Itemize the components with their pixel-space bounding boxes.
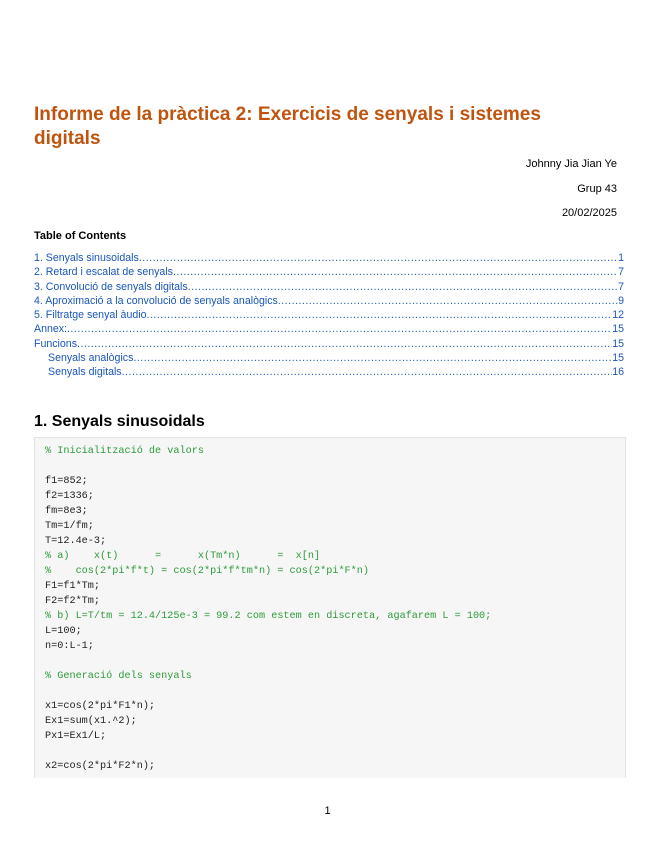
- report-date: 20/02/2025: [561, 207, 617, 219]
- toc-entry-link[interactable]: [34, 309, 624, 323]
- toc-entry-page: 15: [612, 352, 624, 365]
- code-line: F2=f2*Tm;: [45, 596, 101, 607]
- toc-dot-leader: [146, 309, 612, 321]
- code-line: [45, 744, 625, 759]
- code-line: F1=f1*Tm;: [45, 581, 101, 592]
- toc-entry-link[interactable]: [34, 295, 624, 309]
- toc-dot-leader: [173, 266, 618, 278]
- code-comment-line: % b) L=T/tm = 12.4/125e-3 = 99.2 com estem en discreta, agafarem L = 100;: [45, 611, 492, 622]
- toc-dot-leader: [122, 366, 613, 378]
- toc-dot-leader: [139, 252, 618, 264]
- page-number: 1: [324, 805, 331, 817]
- code-comment-line: % Generació dels senyals: [45, 671, 192, 682]
- toc-dot-leader: [77, 338, 612, 350]
- toc-entry-link[interactable]: [34, 252, 624, 266]
- toc-entry-link[interactable]: [34, 281, 624, 295]
- code-line: x2=cos(2*pi*F2*n);: [45, 761, 156, 772]
- toc-entry-label: 4. Aproximació a la convolució de senyals analògics: [34, 294, 278, 307]
- toc-entry-link[interactable]: [34, 323, 624, 337]
- toc-dot-leader: [278, 295, 618, 307]
- toc-entry-label: 5. Filtratge senyal àudio: [34, 309, 147, 322]
- toc-heading: Table of Contents: [34, 230, 127, 242]
- toc-entry-label: Annex:: [34, 323, 67, 336]
- toc-entry-link[interactable]: [34, 366, 624, 380]
- section-heading: 1. Senyals sinusoidals: [34, 413, 205, 430]
- toc-entry-label: 2. Retard i escalat de senyals: [34, 266, 173, 279]
- group-label: Grup 43: [577, 183, 617, 195]
- toc-entry-page: 16: [612, 366, 624, 379]
- toc-entry-link[interactable]: [34, 266, 624, 280]
- toc-entry-label: 3. Convolució de senyals digitals: [34, 280, 188, 293]
- toc-dot-leader: [67, 323, 612, 335]
- toc-dot-leader: [188, 281, 618, 293]
- code-line: T=12.4e-3;: [45, 536, 107, 547]
- toc-dot-leader: [133, 352, 612, 364]
- author-name: Johnny Jia Jian Ye: [525, 158, 617, 170]
- toc-entry-page: 1: [618, 252, 624, 264]
- toc-entry-link[interactable]: [34, 338, 624, 352]
- table-of-contents: [34, 252, 624, 381]
- toc-entry-label: Funcions: [34, 337, 77, 350]
- toc-entry-page: 15: [612, 323, 624, 336]
- toc-entry-link[interactable]: [34, 352, 624, 366]
- code-line: [45, 459, 625, 474]
- toc-entry-label: Senyals analògics: [48, 352, 134, 365]
- toc-entry-page: 15: [612, 337, 624, 350]
- code-comment-line: % Inicialització de valors: [45, 446, 204, 457]
- toc-entry-label: 1. Senyals sinusoidals: [34, 252, 139, 264]
- code-comment-line: % a) x(t) = x(Tm*n) = x[n]: [45, 551, 321, 562]
- code-line: n=0:L-1;: [45, 641, 94, 652]
- code-comment-line: % cos(2*pi*f*t) = cos(2*pi*f*tm*n) = cos(2*pi*F*n): [45, 566, 370, 577]
- code-line: [45, 654, 625, 669]
- code-line: Ex1=sum(x1.^2);: [45, 716, 137, 727]
- toc-entry-page: 7: [618, 266, 624, 279]
- toc-entry-label: Senyals digitals: [48, 366, 122, 379]
- code-line: [45, 684, 625, 699]
- toc-entry-page: 9: [618, 294, 624, 307]
- code-line: x1=cos(2*pi*F1*n);: [45, 701, 156, 712]
- code-line: L=100;: [45, 626, 82, 637]
- code-block: [34, 437, 626, 778]
- code-line: Tm=1/fm;: [45, 521, 94, 532]
- code-line: fm=8e3;: [45, 506, 88, 517]
- code-line: Px1=Ex1/L;: [45, 731, 107, 742]
- code-line: f2=1336;: [45, 491, 94, 502]
- toc-entry-page: 12: [612, 309, 624, 322]
- report-title: Informe de la pràctica 2: Exercicis de senyals i sistemes digitals: [34, 104, 541, 149]
- toc-entry-page: 7: [618, 280, 624, 293]
- code-line: f1=852;: [45, 476, 88, 487]
